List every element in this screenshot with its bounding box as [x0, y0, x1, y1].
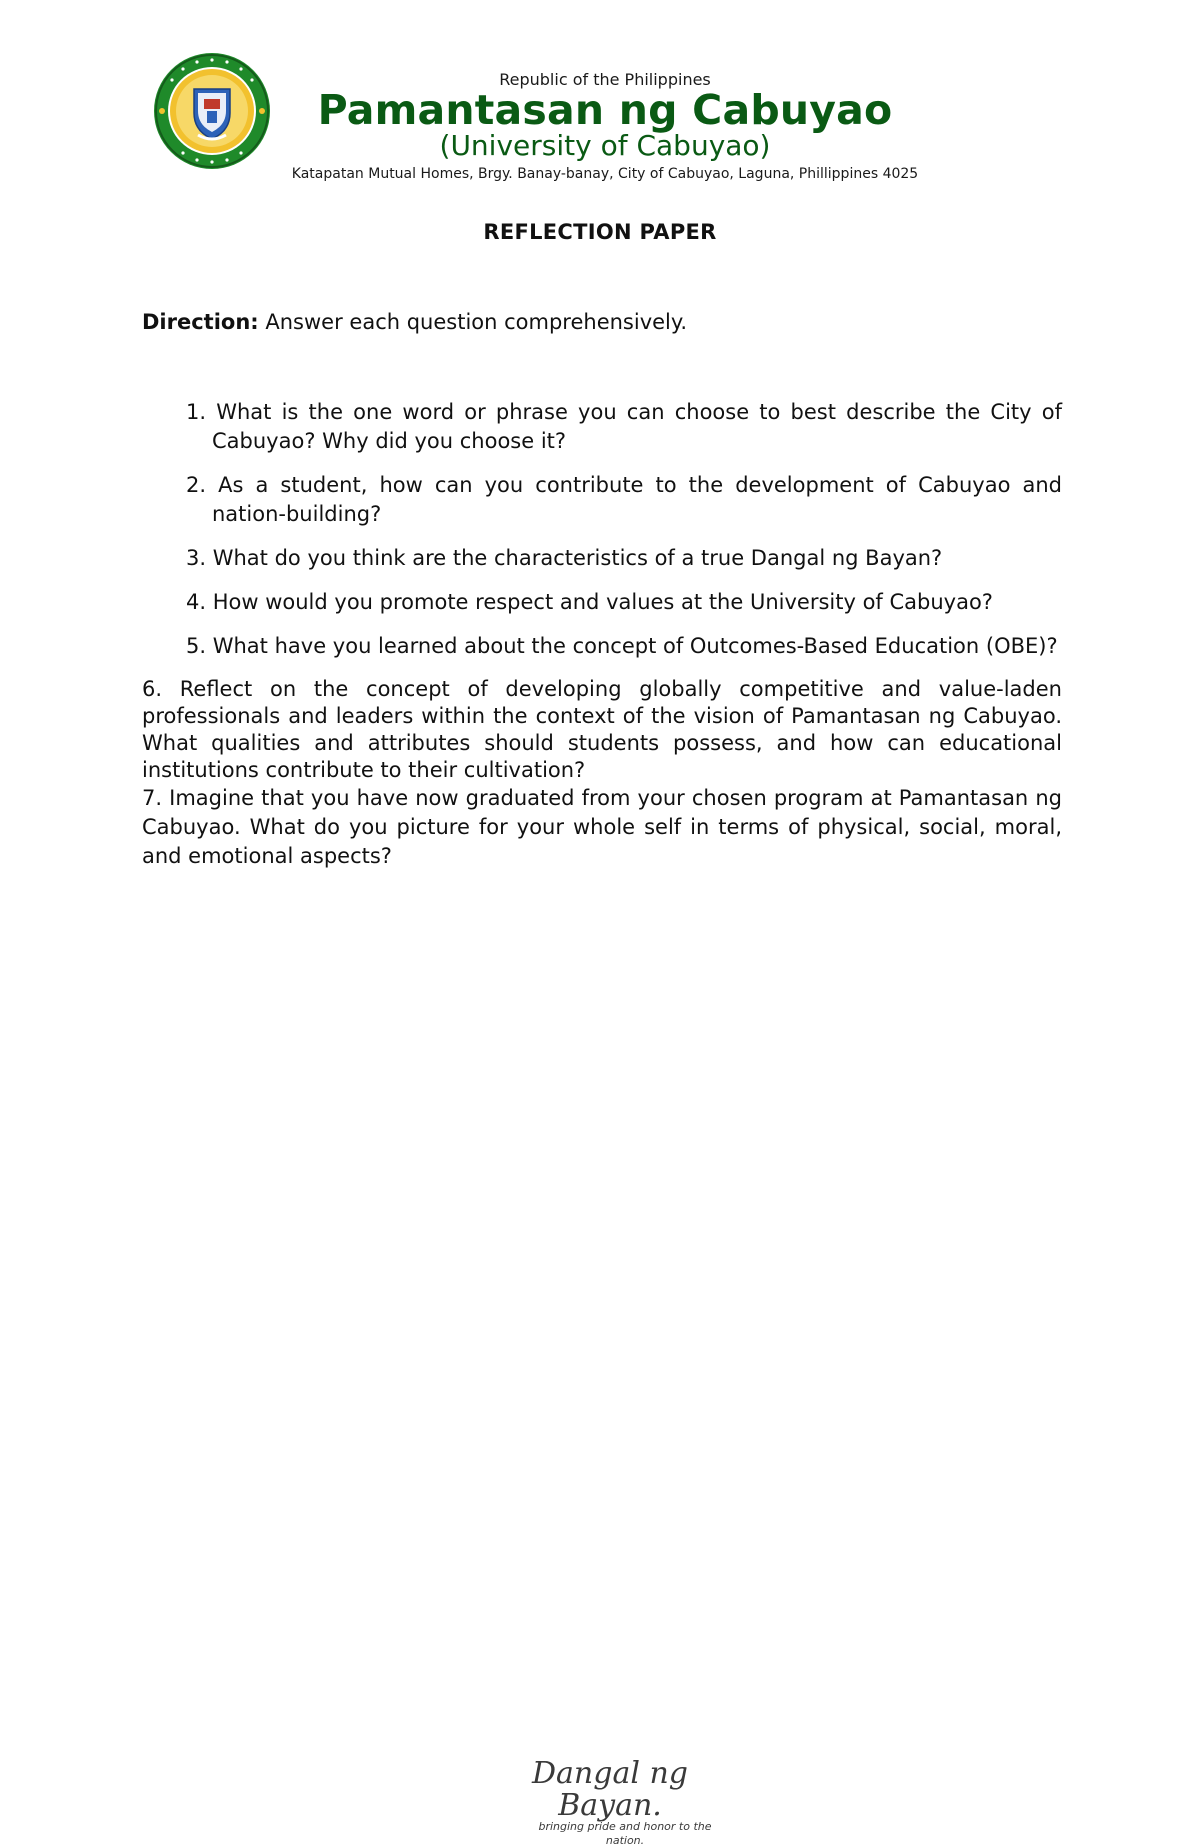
- question-text: What do you think are the characteristics of a true Dangal ng Bayan?: [212, 546, 943, 570]
- question-item: [142, 471, 1062, 529]
- question-number: 2.: [186, 473, 207, 497]
- motto-tagline: bringing pride and honor to the nation.: [538, 1820, 712, 1847]
- university-address: Katapatan Mutual Homes, Brgy. Banay-banay, City of Cabuyao, Laguna, Phillippines 4025: [291, 166, 919, 182]
- question-list: [142, 398, 1062, 871]
- question-text: How would you promote respect and values at the University of Cabuyao?: [212, 590, 993, 614]
- question-number: 7.: [142, 786, 163, 810]
- question-text: What is the one word or phrase you can choose to best describe the City of Cabuyao? Why did you choose it?: [212, 400, 1062, 453]
- question-number: 4.: [186, 590, 207, 614]
- document-title: REFLECTION PAPER: [483, 220, 717, 244]
- university-subtitle: (University of Cabuyao): [439, 129, 771, 162]
- question-item: [142, 676, 1062, 784]
- question-item: [142, 588, 1062, 617]
- question-text: As a student, how can you contribute to the development of Cabuyao and nation-building?: [212, 473, 1062, 526]
- direction-text: Answer each question comprehensively.: [258, 310, 687, 334]
- question-number: 3.: [186, 546, 207, 570]
- question-text: What have you learned about the concept of Outcomes-Based Education (OBE)?: [212, 634, 1058, 658]
- university-seal-icon: [152, 51, 272, 171]
- direction-label: Direction:: [142, 310, 259, 334]
- question-text: Imagine that you have now graduated from your chosen program at Pamantasan ng Cabuyao. What do you picture for your whole self in terms of physical, social, moral, and emotional aspects?: [142, 786, 1062, 868]
- question-item: [142, 784, 1062, 871]
- university-name: Pamantasan ng Cabuyao: [317, 86, 893, 134]
- letterhead: [260, 70, 950, 184]
- question-number: 5.: [186, 634, 207, 658]
- question-item: [142, 544, 1062, 573]
- question-item: [142, 632, 1062, 661]
- question-text: Reflect on the concept of developing globally competitive and value-laden professionals and leaders within the context of the vision of Pamantasan ng Cabuyao. What qualities and attributes should students possess, and how can educational institutions contribute to their cultivation?: [142, 677, 1062, 782]
- question-item: [142, 398, 1062, 456]
- question-number: 1.: [186, 400, 207, 424]
- republic-line: Republic of the Philippines: [499, 70, 711, 89]
- motto-text: Dangal ng Bayan.: [531, 1756, 688, 1823]
- question-number: 6.: [142, 677, 163, 701]
- direction-line: [142, 310, 687, 334]
